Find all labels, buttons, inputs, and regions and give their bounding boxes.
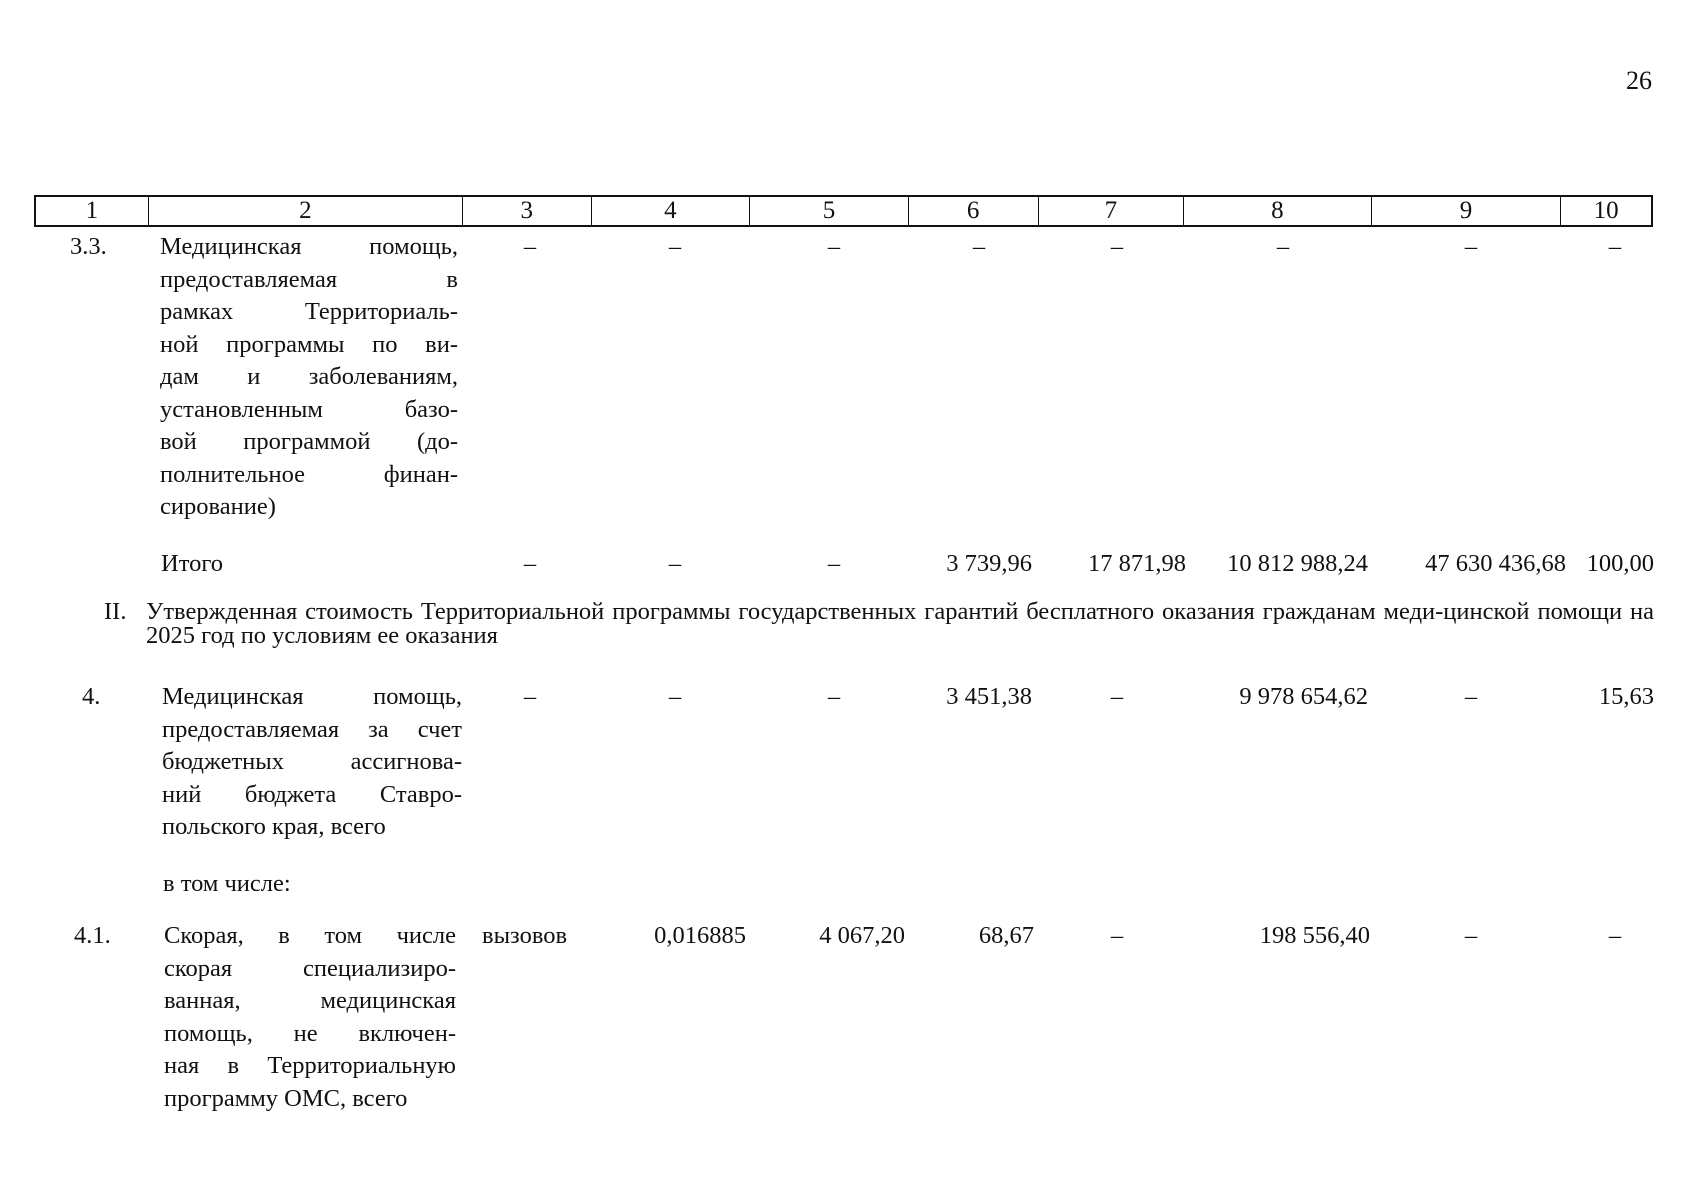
column-header-9: 9 <box>1372 197 1562 225</box>
row-description <box>160 231 458 524</box>
cell-col-10: 100,00 <box>1586 550 1654 577</box>
description-line: ная в Территориальную <box>164 1052 456 1079</box>
cell-col-4: – <box>668 683 682 710</box>
description-line: предоставляемая за счет <box>162 715 462 743</box>
cell-col-5: – <box>827 550 841 577</box>
cell-col-10: – <box>1608 233 1622 260</box>
column-header-3: 3 <box>463 197 592 225</box>
cell-col-9: – <box>1464 683 1478 710</box>
row-number: 3.3. <box>70 233 107 260</box>
description-line: Медицинская помощь, <box>160 233 458 260</box>
column-header-5: 5 <box>750 197 909 225</box>
cell-col-6: 68,67 <box>978 922 1034 949</box>
description-line: скорая специализиро- <box>164 954 456 982</box>
row-number: 4. <box>82 683 101 710</box>
cell-col-3: – <box>523 550 537 577</box>
cell-col-10: – <box>1608 922 1622 949</box>
cell-col-5: – <box>827 683 841 710</box>
cell-col-6: 3 739,96 <box>946 550 1032 577</box>
cell-col-6: – <box>972 233 986 260</box>
description-line: полнительное финан- <box>160 460 458 488</box>
description-line: ной программы по ви- <box>160 330 458 358</box>
column-header-7: 7 <box>1039 197 1185 225</box>
description-line: Скорая, в том числе <box>164 922 456 949</box>
description-line: вой программой (до- <box>160 428 458 455</box>
description-line: дам и заболеваниям, <box>160 363 458 390</box>
section-title <box>104 600 1654 648</box>
column-header-1: 1 <box>36 197 149 225</box>
description-line: помощь, не включен- <box>164 1019 456 1047</box>
row-description <box>164 920 456 1115</box>
column-header-4: 4 <box>592 197 751 225</box>
cell-col-7: – <box>1110 683 1124 710</box>
total-label: Итого <box>161 550 224 577</box>
description-line: сирование) <box>160 493 276 520</box>
column-header-6: 6 <box>909 197 1039 225</box>
column-header-2: 2 <box>149 197 463 225</box>
description-line: Медицинская помощь, <box>162 683 462 710</box>
cell-col-8: 10 812 988,24 <box>1227 550 1368 577</box>
description-line: ний бюджета Ставро- <box>162 780 462 808</box>
cell-col-8: 9 978 654,62 <box>1239 683 1368 710</box>
cell-col-7: 17 871,98 <box>1088 550 1186 577</box>
cell-col-3: вызовов <box>482 922 568 949</box>
cell-col-9: 47 630 436,68 <box>1425 550 1566 577</box>
description-line: ванная, медицинская <box>164 987 456 1014</box>
row-description <box>162 681 462 844</box>
section-roman-number: II. <box>104 598 127 625</box>
including-label: в том числе: <box>163 870 291 897</box>
row-number: 4.1. <box>74 922 111 949</box>
column-header-8: 8 <box>1184 197 1372 225</box>
cell-col-8: 198 556,40 <box>1259 922 1370 949</box>
description-line: польского края, всего <box>162 813 386 840</box>
cell-col-7: – <box>1110 233 1124 260</box>
cell-col-5: – <box>827 233 841 260</box>
cell-col-4: – <box>668 550 682 577</box>
description-line: программу ОМС, всего <box>164 1084 408 1112</box>
cell-col-3: – <box>523 233 537 260</box>
description-line: бюджетных ассигнова- <box>162 748 462 775</box>
cell-col-8: – <box>1276 233 1290 260</box>
page-number: 26 <box>1626 66 1652 95</box>
cell-col-9: – <box>1464 922 1478 949</box>
cell-col-6: 3 451,38 <box>946 683 1032 710</box>
description-line: рамках Территориаль- <box>160 298 458 325</box>
cell-col-9: – <box>1464 233 1478 260</box>
description-line: предоставляемая в <box>160 265 458 293</box>
cell-col-7: – <box>1110 922 1124 949</box>
column-header-10: 10 <box>1593 197 1619 224</box>
section-text: Утвержденная стоимость Территориальной программы государственных гарантий бесплатного оказания гражданам меди-цинской помощи на 2025 год по условиям ее оказания <box>146 598 1654 649</box>
table-header-row <box>34 195 1653 227</box>
cell-col-4: – <box>668 233 682 260</box>
cell-col-4: 0,016885 <box>654 922 746 949</box>
description-line: установленным базо- <box>160 395 458 423</box>
cell-col-5: 4 067,20 <box>819 922 905 949</box>
cell-col-3: – <box>523 683 537 710</box>
cell-col-10: 15,63 <box>1598 683 1654 710</box>
